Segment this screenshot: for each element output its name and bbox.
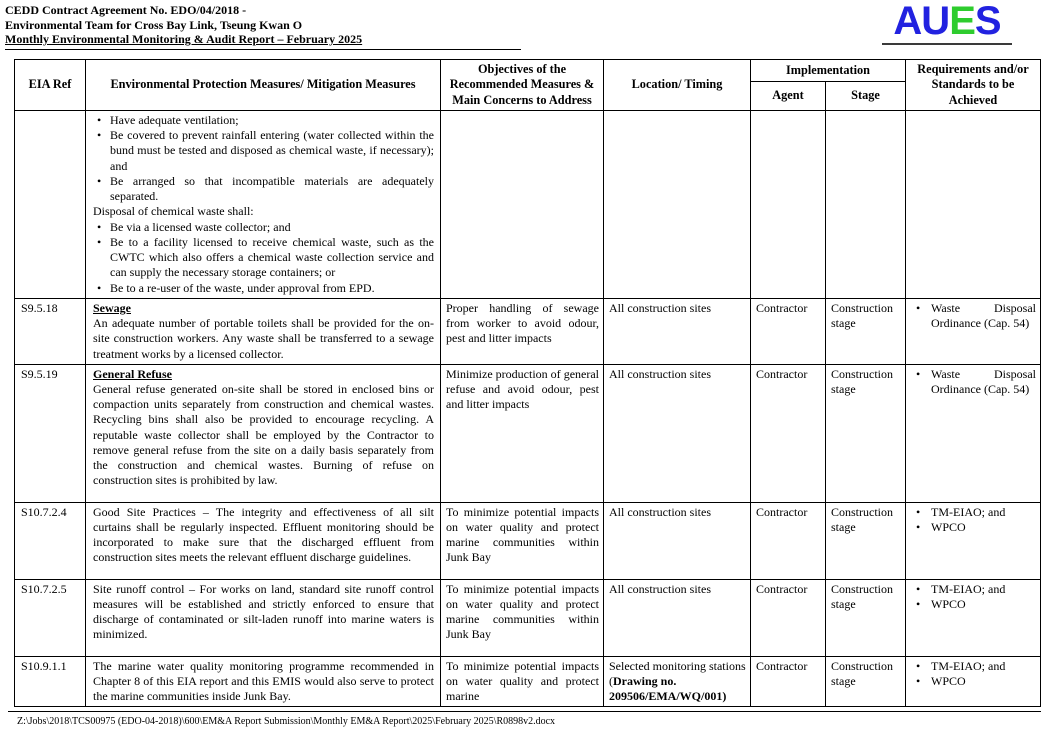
measure-paragraph: Disposal of chemical waste shall: [93,204,254,219]
requirement-item: • TM-EIAO; and [911,582,1036,597]
agent-cell: Contractor [751,364,826,502]
table-row [15,579,1041,656]
table-row [15,298,1041,364]
col-header-implementation: Implementation [751,60,906,82]
col-header-requirements: Requirements and/or Standards to be Achieved [906,60,1041,111]
agent-cell: Contractor [751,502,826,579]
measure-heading: Sewage [93,300,131,315]
page-footer [0,711,1044,737]
location-cell [604,364,751,502]
header-line-team: Environmental Team for Cross Bay Link, Tseung Kwan O [5,17,303,32]
table-body [15,111,1041,707]
col-header-location: Location/ Timing [604,60,751,111]
measures-cell [86,111,441,299]
logo-letters-au: AU [893,0,950,43]
bullet-item: • Be covered to prevent rainfall entering (water collected within the bund must be tested and disposed as chemical waste, if necessary); and [93,128,434,174]
col-header-agent: Agent [751,82,826,111]
requirements-cell [906,656,1041,707]
measures-cell [86,656,441,707]
location-text: All construction sites [609,366,711,381]
stage-cell: Construction stage [826,656,906,707]
requirement-item: • WPCO [911,597,1036,612]
report-header [5,3,521,50]
requirement-item: • Waste Disposal Ordinance (Cap. 54) [911,367,1036,397]
col-header-measures: Environmental Protection Measures/ Mitigation Measures [86,60,441,111]
table-row [15,656,1041,707]
logo-letter-s: S [974,0,1001,43]
header-line-contract: CEDD Contract Agreement No. EDO/04/2018 - [5,3,247,17]
measure-heading: General Refuse [93,366,172,381]
bullet-item: • Have adequate ventilation; [93,113,434,128]
measure-paragraph: Site runoff control – For works on land, standard site runoff control measures will be established and strictly enforced to ensure that discharge of contaminated or silt-laden runoff into marine waters is minimized. [93,581,434,642]
location-cell [604,111,751,299]
requirement-item: • TM-EIAO; and [911,505,1036,520]
eia-ref-cell: S10.7.2.4 [15,502,86,579]
location-text: Drawing no. 209506/EMA/WQ/001) [609,673,727,704]
stage-cell: Construction stage [826,298,906,364]
requirement-item: • Waste Disposal Ordinance (Cap. 54) [911,301,1036,331]
objectives-cell: To minimize potential impacts on water quality and protect marine communities within Junk Bay [441,579,604,656]
stage-cell: Construction stage [826,579,906,656]
stage-cell: Construction stage [826,502,906,579]
eia-ref-cell: S9.5.18 [15,298,86,364]
location-cell [604,502,751,579]
requirement-item: • TM-EIAO; and [911,659,1036,674]
eia-ref-cell: S10.7.2.5 [15,579,86,656]
measure-paragraph: General refuse generated on-site shall be stored in enclosed bins or compaction units separately from construction and chemical wastes. Recycling bins shall also be provided to encourage recycling. A reputable waste collector shall be employed by the Contractor to remove general refuse from the site on a daily basis separately from the construction and chemical wastes. Burning of refuse on construction sites is prohibited by law. [93,381,434,488]
location-cell [604,579,751,656]
objectives-cell: Proper handling of sewage from worker to avoid odour, pest and litter impacts [441,298,604,364]
stage-cell [826,111,906,299]
header-line-report-title: Monthly Environmental Monitoring & Audit Report – February 2025 [5,32,363,46]
requirements-cell [906,364,1041,502]
measures-cell [86,364,441,502]
objectives-cell: Minimize production of general refuse and avoid odour, pest and litter impacts [441,364,604,502]
col-header-stage: Stage [826,82,906,111]
measure-paragraph: Good Site Practices – The integrity and effectiveness of all silt curtains shall be regularly inspected. Effluent monitoring should be incorporated to make sure that the discharged effluent from construction sites meets the relevant effluent discharge guidelines. [93,504,434,565]
agent-cell [751,111,826,299]
location-text: Selected monitoring stations ( [609,658,746,688]
table-row [15,111,1041,299]
eia-ref-cell: S10.9.1.1 [15,656,86,707]
location-text: All construction sites [609,581,711,596]
location-cell [604,656,751,707]
objectives-cell: To minimize potential impacts on water quality and protect marine communities within Junk Bay [441,502,604,579]
bullet-item: • Be via a licensed waste collector; and [93,220,434,235]
measure-paragraph: An adequate number of portable toilets shall be provided for the on-site construction workers. Any waste shall be transferred to a sewage treatment works by a licensed collector. [93,316,434,361]
aues-logo [882,1,1012,45]
stage-cell: Construction stage [826,364,906,502]
objectives-cell [441,111,604,299]
location-cell [604,298,751,364]
table-row [15,502,1041,579]
measures-cell [86,298,441,364]
col-header-objectives: Objectives of the Recommended Measures & Main Concerns to Address [441,60,604,111]
measure-paragraph: The marine water quality monitoring programme recommended in Chapter 8 of this EIA report and this EMIS would also serve to protect the marine communities inside Junk Bay. [93,658,434,704]
table-row [15,364,1041,502]
agent-cell: Contractor [751,579,826,656]
emma-mitigation-table [14,59,1041,707]
eia-ref-cell: S9.5.19 [15,364,86,502]
requirement-item: • WPCO [911,520,1036,535]
footer-file-path: Z:\Jobs\2018\TCS00975 (EDO-04-2018)\600\EM&A Report Submission\Monthly EM&A Report\2025\February 2025\R0898v2.docx [8,711,1041,727]
requirements-cell [906,502,1041,579]
bullet-item: • Be to a re-user of the waste, under approval from EPD. [93,281,434,296]
col-header-eia-ref: EIA Ref [15,60,86,111]
requirement-item: • WPCO [911,674,1036,689]
bullet-item: • Be to a facility licensed to receive chemical waste, such as the CWTC which also offers a chemical waste collection service and can supply the necessary storage containers; or [93,235,434,281]
logo-letter-e: E [949,0,975,43]
requirements-cell [906,579,1041,656]
objectives-cell: To minimize potential impacts on water quality and protect marine [441,656,604,707]
measures-cell [86,502,441,579]
requirements-cell [906,298,1041,364]
eia-ref-cell [15,111,86,299]
location-text: All construction sites [609,300,711,315]
requirements-cell [906,111,1041,299]
location-text: All construction sites [609,504,711,519]
bullet-item: • Be arranged so that incompatible materials are adequately separated. [93,174,434,204]
measures-cell [86,579,441,656]
agent-cell: Contractor [751,656,826,707]
agent-cell: Contractor [751,298,826,364]
